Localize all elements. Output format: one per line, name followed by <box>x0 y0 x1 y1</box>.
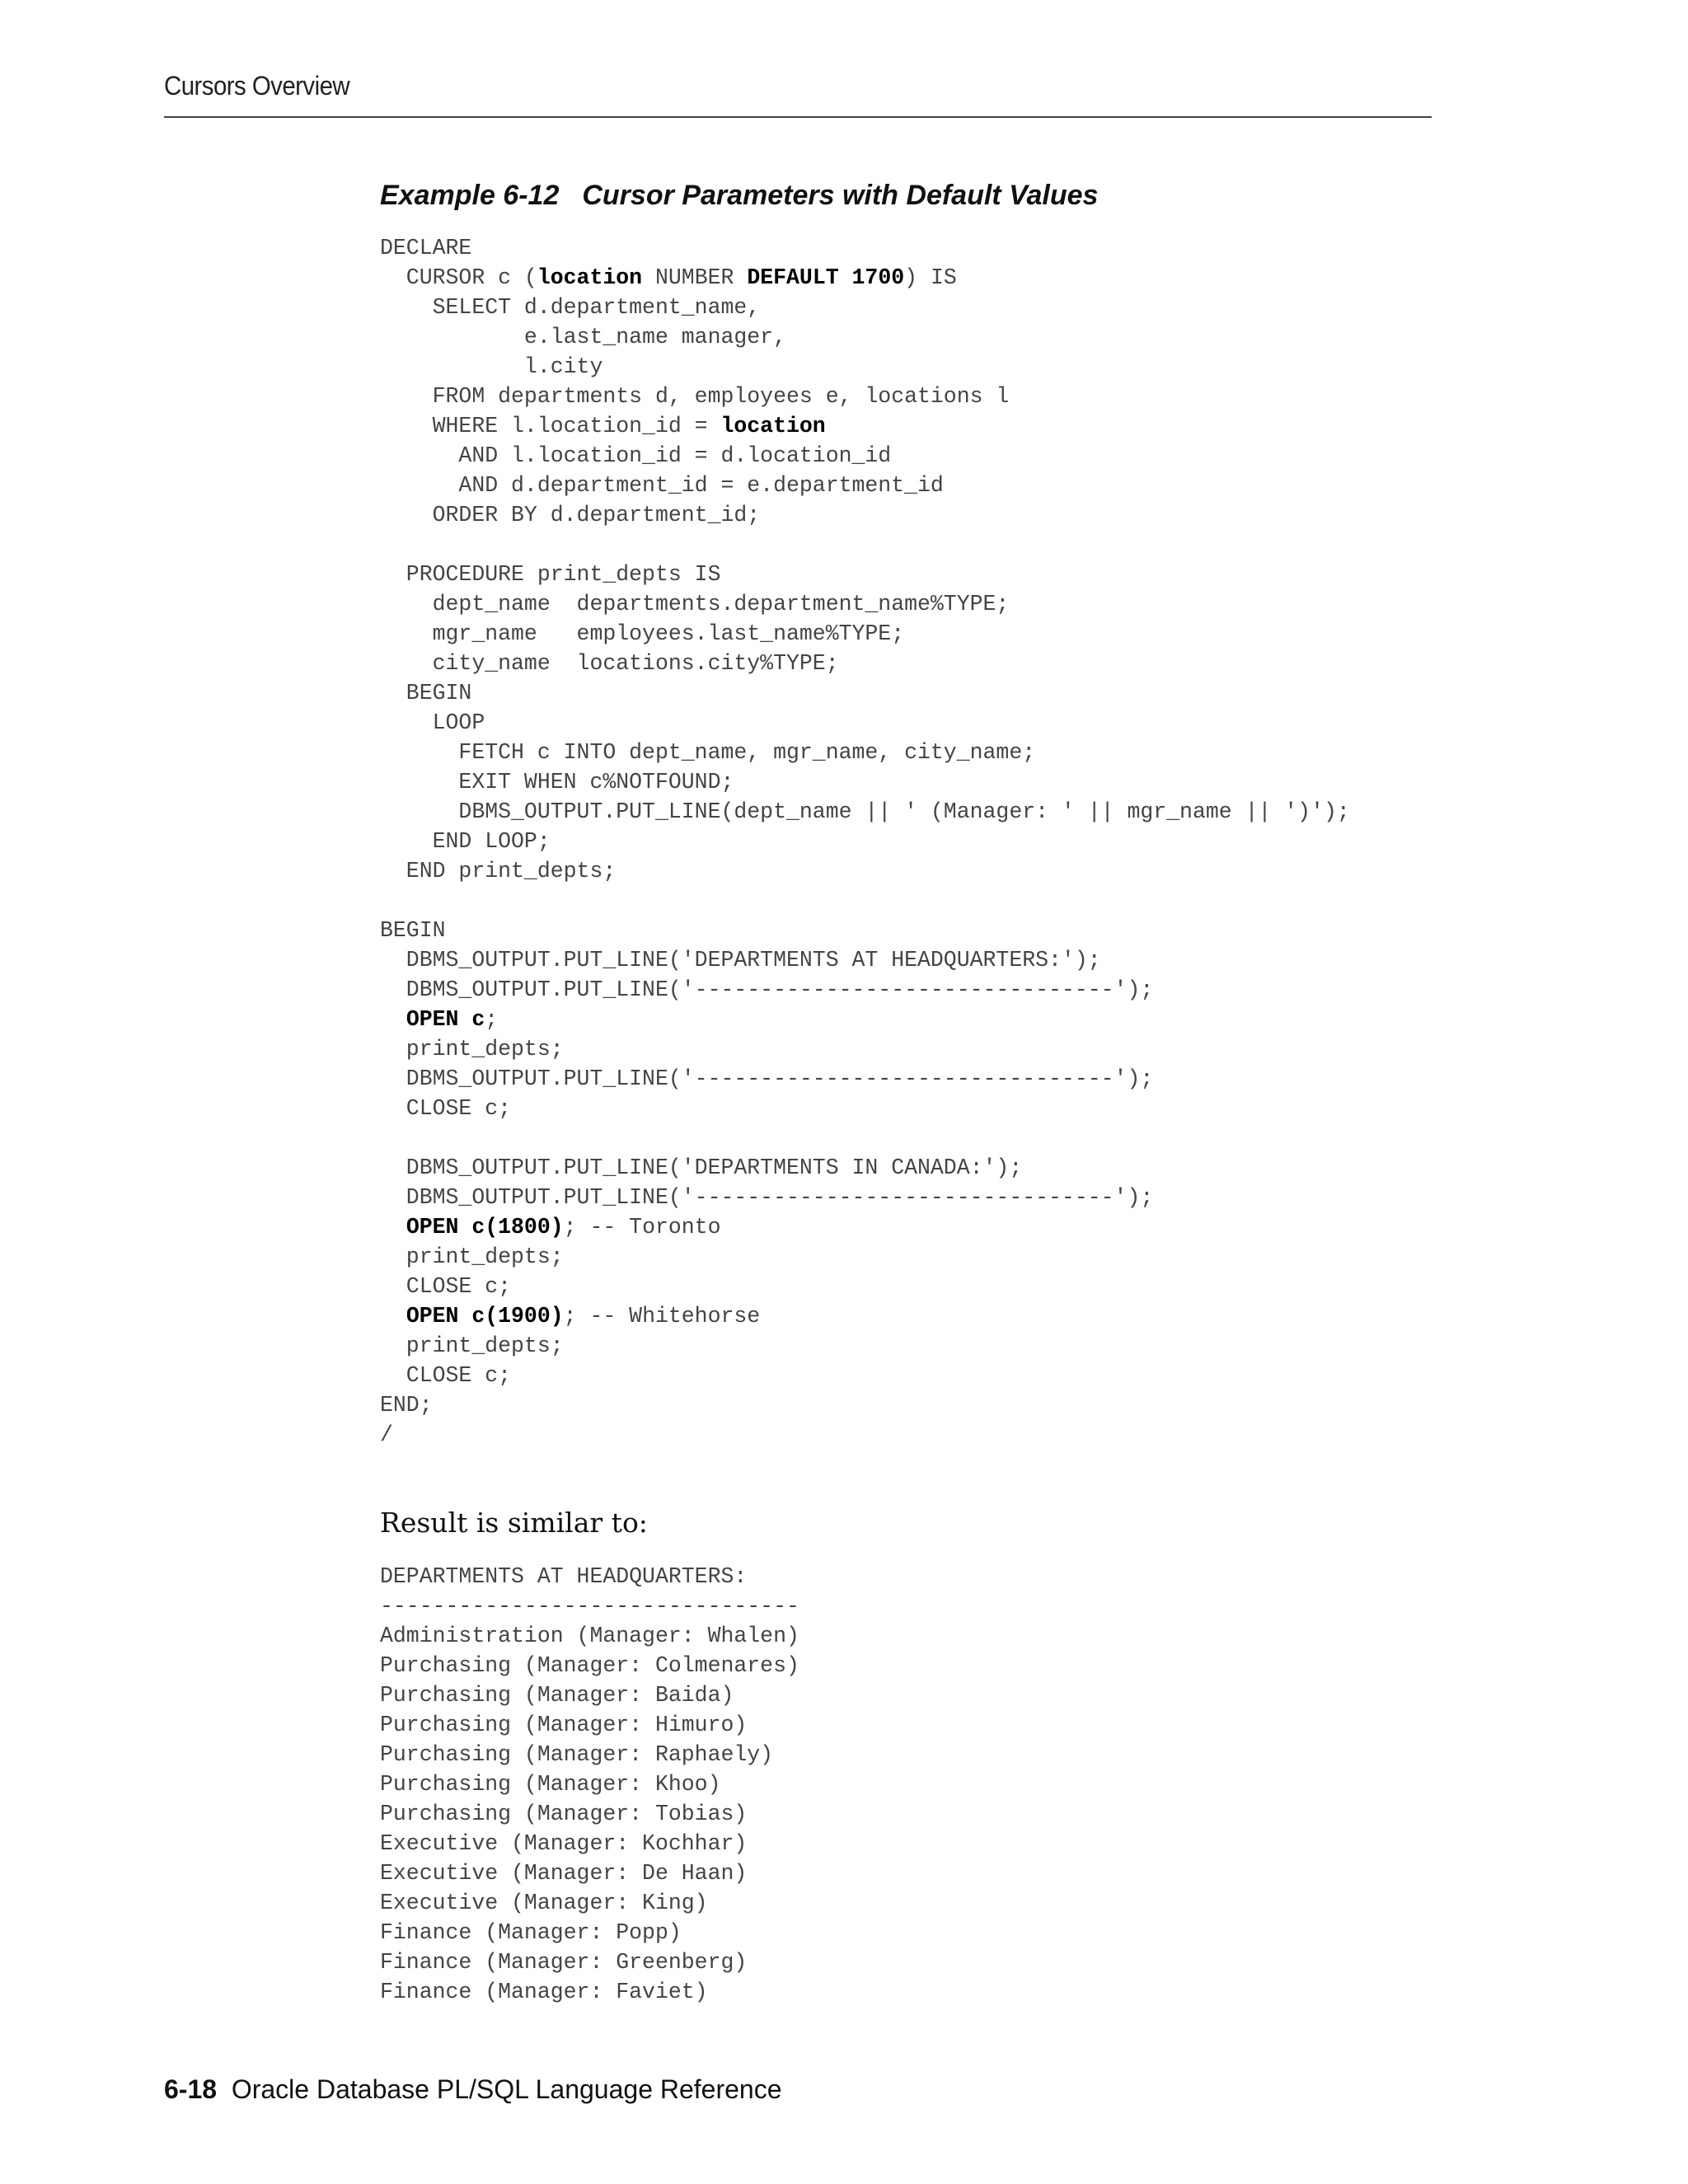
code-line <box>380 829 551 854</box>
code-text: l.city <box>380 354 603 379</box>
result-line: Purchasing (Manager: Khoo) <box>380 1772 721 1797</box>
result-line: Executive (Manager: King) <box>380 1891 708 1915</box>
code-text: DECLARE <box>380 236 472 260</box>
code-text: print_depts; <box>380 1244 564 1269</box>
code-text: dept_name departments.department_name%TYPE; <box>380 592 1010 616</box>
code-text: PROCEDURE print_depts IS <box>380 562 721 587</box>
code-text: ORDER BY d.department_id; <box>380 503 761 527</box>
code-text: print_depts; <box>380 1333 564 1358</box>
code-text: e.last_name manager, <box>380 325 786 349</box>
code-text: WHERE l.location_id = <box>380 414 721 438</box>
code-line <box>380 473 944 498</box>
result-line: Purchasing (Manager: Baida) <box>380 1683 734 1708</box>
result-line: Purchasing (Manager: Tobias) <box>380 1802 748 1826</box>
code-line <box>380 1393 433 1418</box>
code-line <box>380 1007 498 1032</box>
code-line <box>380 740 1035 765</box>
code-line <box>380 1037 564 1062</box>
code-line <box>380 770 734 794</box>
code-line <box>380 1244 564 1269</box>
code-text: ; -- Toronto <box>563 1215 721 1240</box>
code-text: DBMS_OUTPUT.PUT_LINE('--------------------------------'); <box>380 977 1154 1002</box>
result-line: Finance (Manager: Greenberg) <box>380 1950 748 1975</box>
code-keyword: OPEN c(1800) <box>406 1215 564 1240</box>
result-line: Purchasing (Manager: Colmenares) <box>380 1653 799 1678</box>
code-text: AND d.department_id = e.department_id <box>380 473 944 498</box>
code-line <box>380 414 826 438</box>
code-text <box>380 1215 406 1240</box>
code-line <box>380 592 1009 616</box>
code-line <box>380 443 891 468</box>
code-line <box>380 236 471 260</box>
result-line: Administration (Manager: Whalen) <box>380 1624 799 1648</box>
code-text: NUMBER <box>642 265 748 290</box>
code-line <box>380 295 760 320</box>
code-text: CURSOR c ( <box>380 265 537 290</box>
result-line: Executive (Manager: Kochhar) <box>380 1831 748 1856</box>
code-line <box>380 1096 511 1121</box>
running-header: Cursors Overview <box>164 71 350 101</box>
code-line <box>380 1304 760 1329</box>
code-line <box>380 710 485 735</box>
code-text: city_name locations.city%TYPE; <box>380 651 839 676</box>
code-text: AND l.location_id = d.location_id <box>380 443 892 468</box>
code-line <box>380 621 904 646</box>
code-line <box>380 651 839 676</box>
code-line <box>380 354 603 379</box>
code-text: FETCH c INTO dept_name, mgr_name, city_name; <box>380 740 1036 765</box>
code-keyword: location <box>537 265 643 290</box>
example-caption: Cursor Parameters with Default Values <box>582 180 1099 211</box>
code-keyword: location <box>720 414 826 438</box>
code-text: ; -- Whitehorse <box>563 1304 761 1329</box>
code-text: BEGIN <box>380 918 446 943</box>
code-text: CLOSE c; <box>380 1096 512 1121</box>
code-text <box>380 1304 406 1329</box>
code-text: EXIT WHEN c%NOTFOUND; <box>380 770 734 794</box>
code-text: BEGIN <box>380 681 472 705</box>
code-line <box>380 1333 564 1358</box>
page-footer <box>164 2074 782 2105</box>
result-line: Purchasing (Manager: Himuro) <box>380 1713 748 1737</box>
code-line <box>380 562 720 587</box>
code-line <box>380 948 1101 972</box>
code-text: END LOOP; <box>380 829 551 854</box>
result-line: Finance (Manager: Popp) <box>380 1920 682 1945</box>
code-text: END; <box>380 1393 433 1418</box>
code-line <box>380 918 446 943</box>
code-line <box>380 503 760 527</box>
code-line <box>380 977 1153 1002</box>
result-line: Purchasing (Manager: Raphaely) <box>380 1742 774 1767</box>
code-text: LOOP <box>380 710 485 735</box>
code-text: DBMS_OUTPUT.PUT_LINE('DEPARTMENTS IN CANADA:'); <box>380 1155 1023 1180</box>
code-keyword: DEFAULT 1700 <box>747 265 905 290</box>
code-line <box>380 1363 511 1388</box>
code-line <box>380 325 786 349</box>
result-line: Executive (Manager: De Haan) <box>380 1861 748 1886</box>
code-line <box>380 681 471 705</box>
code-text: / <box>380 1422 393 1447</box>
example-title <box>380 180 1098 212</box>
book-title: Oracle Database PL/SQL Language Reference <box>231 2074 782 2104</box>
code-text: SELECT d.department_name, <box>380 295 761 320</box>
code-line <box>380 1215 721 1240</box>
code-text: END print_depts; <box>380 859 617 883</box>
code-text: DBMS_OUTPUT.PUT_LINE(dept_name || ' (Manager: ' || mgr_name || ')'); <box>380 799 1350 824</box>
result-output <box>380 1562 799 2007</box>
result-intro: Result is similar to: <box>380 1507 648 1539</box>
page-number: 6-18 <box>164 2074 218 2104</box>
code-text: DBMS_OUTPUT.PUT_LINE('--------------------------------'); <box>380 1185 1154 1210</box>
code-line <box>380 1274 511 1299</box>
code-line <box>380 265 957 290</box>
code-line <box>380 1066 1153 1091</box>
result-line: -------------------------------- <box>380 1594 799 1619</box>
code-line <box>380 1185 1153 1210</box>
example-number: Example 6-12 <box>380 180 560 211</box>
code-text: ; <box>485 1007 499 1032</box>
code-keyword: OPEN c(1900) <box>406 1304 564 1329</box>
code-line <box>380 799 1350 824</box>
code-text: print_depts; <box>380 1037 564 1062</box>
header-rule <box>164 116 1432 118</box>
code-keyword: OPEN c <box>406 1007 485 1032</box>
code-line <box>380 1155 1022 1180</box>
result-line: Finance (Manager: Faviet) <box>380 1980 708 2004</box>
code-text: mgr_name employees.last_name%TYPE; <box>380 621 905 646</box>
code-text: CLOSE c; <box>380 1363 512 1388</box>
code-text: DBMS_OUTPUT.PUT_LINE('DEPARTMENTS AT HEADQUARTERS:'); <box>380 948 1101 972</box>
result-line: DEPARTMENTS AT HEADQUARTERS: <box>380 1564 748 1589</box>
code-text: ) IS <box>904 265 957 290</box>
code-text: CLOSE c; <box>380 1274 512 1299</box>
code-text: DBMS_OUTPUT.PUT_LINE('--------------------------------'); <box>380 1066 1154 1091</box>
code-text: FROM departments d, employees e, locations l <box>380 384 1010 409</box>
code-line <box>380 859 616 883</box>
code-line <box>380 1422 393 1447</box>
code-listing <box>380 233 1350 1450</box>
code-line <box>380 384 1009 409</box>
code-text <box>380 1007 406 1032</box>
